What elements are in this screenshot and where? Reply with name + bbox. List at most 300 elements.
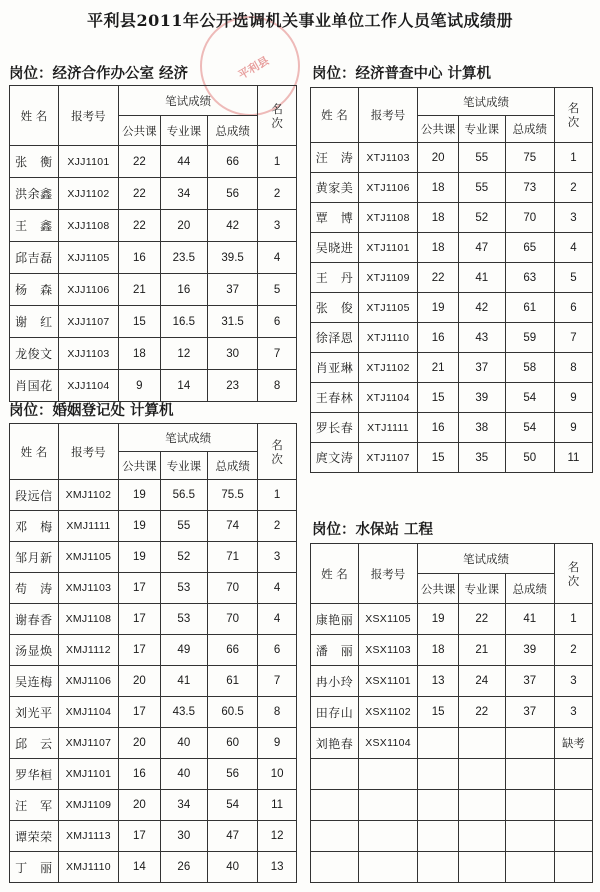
cell-public-score: 21	[418, 353, 459, 383]
cell-major-score: 49	[160, 635, 207, 666]
cell-total-score: 40	[208, 852, 258, 883]
cell-name: 吴晓进	[311, 233, 359, 263]
table-row	[10, 370, 297, 402]
cell-name: 邹月新	[10, 542, 59, 573]
cell-exam-id: XSX1102	[358, 697, 417, 728]
cell-public-score: 16	[418, 323, 459, 353]
header-total: 总成绩	[505, 116, 554, 143]
cell-exam-id: XJJ1107	[58, 306, 118, 338]
cell-rank: 3	[554, 697, 592, 728]
header-id: 报考号	[358, 544, 417, 604]
cell-total-score: 60	[208, 728, 258, 759]
cell-rank	[554, 759, 592, 790]
cell-public-score	[418, 728, 459, 759]
cell-rank: 5	[554, 263, 592, 293]
cell-major-score	[459, 852, 506, 883]
cell-public-score: 18	[418, 203, 459, 233]
cell-exam-id: XMJ1111	[58, 511, 118, 542]
cell-rank: 3	[554, 666, 592, 697]
cell-name: 罗华桓	[10, 759, 59, 790]
cell-rank: 4	[258, 573, 297, 604]
cell-rank: 7	[258, 338, 297, 370]
score-table-marriage-registry	[9, 423, 297, 883]
cell-rank: 13	[258, 852, 297, 883]
cell-public-score	[418, 821, 459, 852]
cell-major-score: 35	[459, 443, 506, 473]
cell-public-score: 13	[418, 666, 459, 697]
cell-name: 张 俊	[311, 293, 359, 323]
cell-total-score: 70	[208, 573, 258, 604]
section-heading-water-conservation: 岗位：水保站 工程	[312, 521, 434, 538]
cell-major-score: 55	[459, 143, 506, 173]
cell-name: 段远信	[10, 480, 59, 511]
cell-exam-id	[358, 790, 417, 821]
cell-exam-id: XTJ1103	[358, 143, 417, 173]
cell-name: 张 衡	[10, 146, 59, 178]
cell-major-score: 41	[160, 666, 207, 697]
header-rank	[258, 86, 297, 146]
cell-rank: 3	[258, 542, 297, 573]
cell-major-score: 16	[160, 274, 207, 306]
cell-total-score	[505, 728, 554, 759]
cell-exam-id: XMJ1105	[58, 542, 118, 573]
cell-public-score: 16	[418, 413, 459, 443]
cell-major-score: 34	[160, 178, 207, 210]
header-rank	[554, 544, 592, 604]
cell-exam-id: XMJ1113	[58, 821, 118, 852]
table-row	[10, 242, 297, 274]
cell-total-score	[505, 759, 554, 790]
cell-rank: 1	[554, 604, 592, 635]
cell-public-score: 17	[119, 573, 161, 604]
table-row	[10, 852, 297, 883]
cell-major-score: 47	[459, 233, 506, 263]
table-row	[311, 666, 593, 697]
cell-name: 汤显焕	[10, 635, 59, 666]
cell-name: 谭荣荣	[10, 821, 59, 852]
header-rank-top: 名	[567, 559, 580, 574]
cell-total-score: 54	[208, 790, 258, 821]
cell-public-score: 15	[119, 306, 161, 338]
cell-major-score: 38	[459, 413, 506, 443]
official-seal-text: 平利县	[236, 54, 272, 82]
cell-major-score: 43	[459, 323, 506, 353]
cell-major-score: 55	[459, 173, 506, 203]
cell-major-score: 56.5	[160, 480, 207, 511]
table-row	[311, 759, 593, 790]
cell-rank: 9	[554, 383, 592, 413]
cell-public-score: 19	[119, 542, 161, 573]
cell-total-score	[505, 790, 554, 821]
cell-exam-id: XTJ1102	[358, 353, 417, 383]
cell-rank: 11	[554, 443, 592, 473]
cell-name: 丁 丽	[10, 852, 59, 883]
header-written-score: 笔试成绩	[119, 424, 258, 452]
cell-total-score: 39.5	[208, 242, 258, 274]
cell-major-score	[459, 728, 506, 759]
cell-exam-id: XTJ1108	[358, 203, 417, 233]
cell-rank: 5	[258, 274, 297, 306]
header-name: 姓 名	[10, 86, 59, 146]
cell-public-score: 14	[119, 852, 161, 883]
cell-public-score: 17	[119, 697, 161, 728]
cell-public-score: 18	[418, 173, 459, 203]
cell-name: 洪余鑫	[10, 178, 59, 210]
cell-public-score: 20	[418, 143, 459, 173]
cell-exam-id: XJJ1105	[58, 242, 118, 274]
cell-total-score: 60.5	[208, 697, 258, 728]
cell-rank: 2	[258, 511, 297, 542]
cell-exam-id	[358, 759, 417, 790]
cell-major-score: 16.5	[160, 306, 207, 338]
cell-rank: 1	[554, 143, 592, 173]
table-row	[10, 146, 297, 178]
header-rank	[258, 424, 297, 480]
cell-major-score: 12	[160, 338, 207, 370]
cell-name	[311, 852, 359, 883]
cell-exam-id: XTJ1106	[358, 173, 417, 203]
cell-total-score: 54	[505, 383, 554, 413]
cell-public-score: 22	[119, 178, 161, 210]
cell-name: 汪 军	[10, 790, 59, 821]
cell-name	[311, 821, 359, 852]
header-total: 总成绩	[208, 452, 258, 480]
cell-exam-id: XSX1105	[358, 604, 417, 635]
cell-total-score: 61	[208, 666, 258, 697]
cell-exam-id: XMJ1109	[58, 790, 118, 821]
table-row	[10, 697, 297, 728]
table-row	[311, 852, 593, 883]
cell-rank: 2	[554, 173, 592, 203]
header-written-score: 笔试成绩	[418, 88, 555, 116]
cell-name: 龙俊文	[10, 338, 59, 370]
header-public: 公共课	[119, 116, 161, 146]
cell-total-score: 73	[505, 173, 554, 203]
header-rank	[554, 88, 592, 143]
cell-public-score: 19	[119, 511, 161, 542]
cell-name: 吴连梅	[10, 666, 59, 697]
cell-exam-id	[358, 852, 417, 883]
cell-public-score: 15	[418, 383, 459, 413]
cell-name: 刘艳春	[311, 728, 359, 759]
cell-exam-id: XTJ1109	[358, 263, 417, 293]
cell-exam-id: XTJ1105	[358, 293, 417, 323]
cell-exam-id: XMJ1102	[58, 480, 118, 511]
cell-total-score: 58	[505, 353, 554, 383]
cell-major-score: 30	[160, 821, 207, 852]
table-row	[311, 413, 593, 443]
table-row	[311, 173, 593, 203]
table-row	[10, 666, 297, 697]
cell-major-score: 53	[160, 573, 207, 604]
section-heading-economic-census: 岗位：经济普查中心 计算机	[312, 65, 492, 82]
cell-name	[311, 759, 359, 790]
cell-exam-id: XMJ1107	[58, 728, 118, 759]
cell-major-score: 52	[160, 542, 207, 573]
table-row	[10, 511, 297, 542]
cell-name: 刘光平	[10, 697, 59, 728]
cell-name: 谢春香	[10, 604, 59, 635]
cell-rank: 8	[258, 370, 297, 402]
cell-rank: 2	[258, 178, 297, 210]
header-major: 专业课	[160, 452, 207, 480]
header-name: 姓 名	[311, 88, 359, 143]
cell-exam-id: XTJ1107	[358, 443, 417, 473]
cell-name: 邱吉磊	[10, 242, 59, 274]
cell-rank: 9	[554, 413, 592, 443]
cell-exam-id: XTJ1111	[358, 413, 417, 443]
cell-major-score: 55	[160, 511, 207, 542]
cell-rank	[554, 821, 592, 852]
cell-public-score: 19	[418, 604, 459, 635]
table-row	[10, 480, 297, 511]
table-row	[10, 573, 297, 604]
table-row	[10, 790, 297, 821]
cell-total-score: 66	[208, 635, 258, 666]
cell-major-score: 24	[459, 666, 506, 697]
cell-total-score: 37	[505, 666, 554, 697]
cell-major-score: 44	[160, 146, 207, 178]
cell-public-score: 19	[119, 480, 161, 511]
cell-total-score	[505, 821, 554, 852]
table-row	[311, 323, 593, 353]
cell-exam-id: XMJ1112	[58, 635, 118, 666]
cell-name: 汪 涛	[311, 143, 359, 173]
cell-rank: 8	[554, 353, 592, 383]
cell-rank: 3	[258, 210, 297, 242]
page-title: 平利县2011年公开选调机关事业单位工作人员笔试成绩册	[86, 11, 514, 30]
cell-public-score: 20	[119, 728, 161, 759]
cell-rank: 1	[258, 146, 297, 178]
table-row	[10, 338, 297, 370]
cell-public-score: 16	[119, 242, 161, 274]
cell-exam-id: XMJ1104	[58, 697, 118, 728]
cell-major-score: 23.5	[160, 242, 207, 274]
cell-rank: 6	[258, 635, 297, 666]
cell-major-score	[459, 759, 506, 790]
cell-rank: 8	[258, 697, 297, 728]
cell-public-score: 9	[119, 370, 161, 402]
cell-rank: 10	[258, 759, 297, 790]
cell-name: 王春林	[311, 383, 359, 413]
cell-major-score: 39	[459, 383, 506, 413]
cell-name: 肖亚琳	[311, 353, 359, 383]
header-rank-top: 名	[271, 437, 283, 452]
cell-exam-id	[358, 821, 417, 852]
cell-major-score: 40	[160, 759, 207, 790]
cell-total-score: 47	[208, 821, 258, 852]
cell-major-score: 22	[459, 604, 506, 635]
cell-name: 邓 梅	[10, 511, 59, 542]
cell-public-score	[418, 852, 459, 883]
cell-major-score: 21	[459, 635, 506, 666]
header-name: 姓 名	[10, 424, 59, 480]
header-total: 总成绩	[208, 116, 258, 146]
cell-major-score: 34	[160, 790, 207, 821]
table-row	[311, 728, 593, 759]
cell-exam-id: XJJ1102	[58, 178, 118, 210]
cell-exam-id: XSX1104	[358, 728, 417, 759]
cell-total-score: 56	[208, 178, 258, 210]
cell-rank: 9	[258, 728, 297, 759]
cell-rank: 12	[258, 821, 297, 852]
cell-exam-id: XSX1103	[358, 635, 417, 666]
cell-name: 庹文涛	[311, 443, 359, 473]
cell-rank: 2	[554, 635, 592, 666]
table-row	[10, 728, 297, 759]
cell-major-score: 52	[459, 203, 506, 233]
cell-exam-id: XMJ1106	[58, 666, 118, 697]
cell-public-score: 17	[119, 635, 161, 666]
cell-name: 苟 涛	[10, 573, 59, 604]
cell-major-score: 53	[160, 604, 207, 635]
table-row	[311, 697, 593, 728]
header-rank-bottom: 次	[271, 451, 283, 466]
cell-total-score: 70	[208, 604, 258, 635]
cell-rank: 4	[258, 604, 297, 635]
cell-name: 黄家美	[311, 173, 359, 203]
table-row	[311, 293, 593, 323]
cell-total-score: 42	[208, 210, 258, 242]
cell-total-score: 75.5	[208, 480, 258, 511]
cell-public-score	[418, 759, 459, 790]
table-row	[311, 790, 593, 821]
cell-major-score: 42	[459, 293, 506, 323]
cell-total-score: 70	[505, 203, 554, 233]
score-table-economic-census	[310, 87, 593, 473]
cell-name: 田存山	[311, 697, 359, 728]
header-major: 专业课	[459, 116, 506, 143]
header-rank-bottom: 次	[271, 115, 283, 130]
header-id: 报考号	[58, 86, 118, 146]
cell-total-score: 65	[505, 233, 554, 263]
cell-exam-id: XMJ1108	[58, 604, 118, 635]
score-table-economic-cooperation	[9, 85, 297, 402]
cell-public-score: 17	[119, 821, 161, 852]
header-written-score: 笔试成绩	[119, 86, 258, 116]
cell-name: 肖国花	[10, 370, 59, 402]
cell-name: 康艳丽	[311, 604, 359, 635]
header-written-score: 笔试成绩	[418, 544, 555, 574]
score-table-water-conservation	[310, 543, 593, 883]
cell-exam-id: XMJ1110	[58, 852, 118, 883]
cell-public-score: 15	[418, 443, 459, 473]
cell-total-score: 59	[505, 323, 554, 353]
table-row	[311, 203, 593, 233]
cell-total-score: 75	[505, 143, 554, 173]
cell-rank: 4	[554, 233, 592, 263]
cell-major-score: 14	[160, 370, 207, 402]
table-row	[10, 178, 297, 210]
cell-major-score	[459, 790, 506, 821]
cell-public-score: 22	[119, 146, 161, 178]
cell-name: 罗长春	[311, 413, 359, 443]
cell-exam-id: XSX1101	[358, 666, 417, 697]
cell-name: 王 丹	[311, 263, 359, 293]
cell-exam-id: XMJ1101	[58, 759, 118, 790]
header-major: 专业课	[459, 574, 506, 604]
header-rank-bottom: 次	[567, 573, 580, 588]
cell-rank: 7	[554, 323, 592, 353]
cell-public-score: 16	[119, 759, 161, 790]
cell-exam-id: XJJ1106	[58, 274, 118, 306]
table-row	[311, 263, 593, 293]
cell-total-score: 61	[505, 293, 554, 323]
table-row	[10, 604, 297, 635]
cell-name: 徐泽恩	[311, 323, 359, 353]
cell-rank: 3	[554, 203, 592, 233]
cell-name: 杨 森	[10, 274, 59, 306]
cell-exam-id: XTJ1110	[358, 323, 417, 353]
cell-major-score: 40	[160, 728, 207, 759]
header-major: 专业课	[160, 116, 207, 146]
table-row	[311, 821, 593, 852]
header-public: 公共课	[418, 116, 459, 143]
cell-exam-id: XJJ1101	[58, 146, 118, 178]
cell-total-score: 74	[208, 511, 258, 542]
header-public: 公共课	[119, 452, 161, 480]
header-rank-bottom: 次	[567, 115, 580, 129]
cell-major-score	[459, 821, 506, 852]
cell-exam-id: XJJ1108	[58, 210, 118, 242]
cell-name: 王 鑫	[10, 210, 59, 242]
cell-public-score: 18	[119, 338, 161, 370]
table-row	[10, 635, 297, 666]
cell-total-score: 66	[208, 146, 258, 178]
cell-major-score: 20	[160, 210, 207, 242]
cell-major-score: 37	[459, 353, 506, 383]
table-row	[311, 143, 593, 173]
cell-rank: 4	[258, 242, 297, 274]
cell-total-score: 37	[208, 274, 258, 306]
cell-name: 潘 丽	[311, 635, 359, 666]
cell-exam-id: XTJ1104	[358, 383, 417, 413]
cell-exam-id: XMJ1103	[58, 573, 118, 604]
header-name: 姓 名	[311, 544, 359, 604]
cell-public-score	[418, 790, 459, 821]
cell-public-score: 22	[418, 263, 459, 293]
cell-public-score: 21	[119, 274, 161, 306]
cell-total-score: 41	[505, 604, 554, 635]
cell-total-score	[505, 852, 554, 883]
cell-total-score: 56	[208, 759, 258, 790]
table-row	[10, 274, 297, 306]
table-row	[311, 353, 593, 383]
cell-name: 覃 博	[311, 203, 359, 233]
cell-exam-id: XTJ1101	[358, 233, 417, 263]
cell-rank: 11	[258, 790, 297, 821]
header-total: 总成绩	[505, 574, 554, 604]
table-row	[311, 383, 593, 413]
cell-exam-id: XJJ1104	[58, 370, 118, 402]
section-heading-marriage-registry: 岗位：婚姻登记处 计算机	[9, 402, 174, 419]
table-row	[10, 210, 297, 242]
cell-rank: 6	[554, 293, 592, 323]
cell-rank: 6	[258, 306, 297, 338]
cell-major-score: 43.5	[160, 697, 207, 728]
cell-name	[311, 790, 359, 821]
cell-public-score: 15	[418, 697, 459, 728]
table-row	[311, 635, 593, 666]
cell-total-score: 30	[208, 338, 258, 370]
header-rank-top: 名	[567, 101, 580, 115]
cell-exam-id: XJJ1103	[58, 338, 118, 370]
cell-total-score: 54	[505, 413, 554, 443]
header-id: 报考号	[358, 88, 417, 143]
header-rank-top: 名	[271, 101, 283, 116]
cell-rank: 1	[258, 480, 297, 511]
cell-rank	[554, 790, 592, 821]
